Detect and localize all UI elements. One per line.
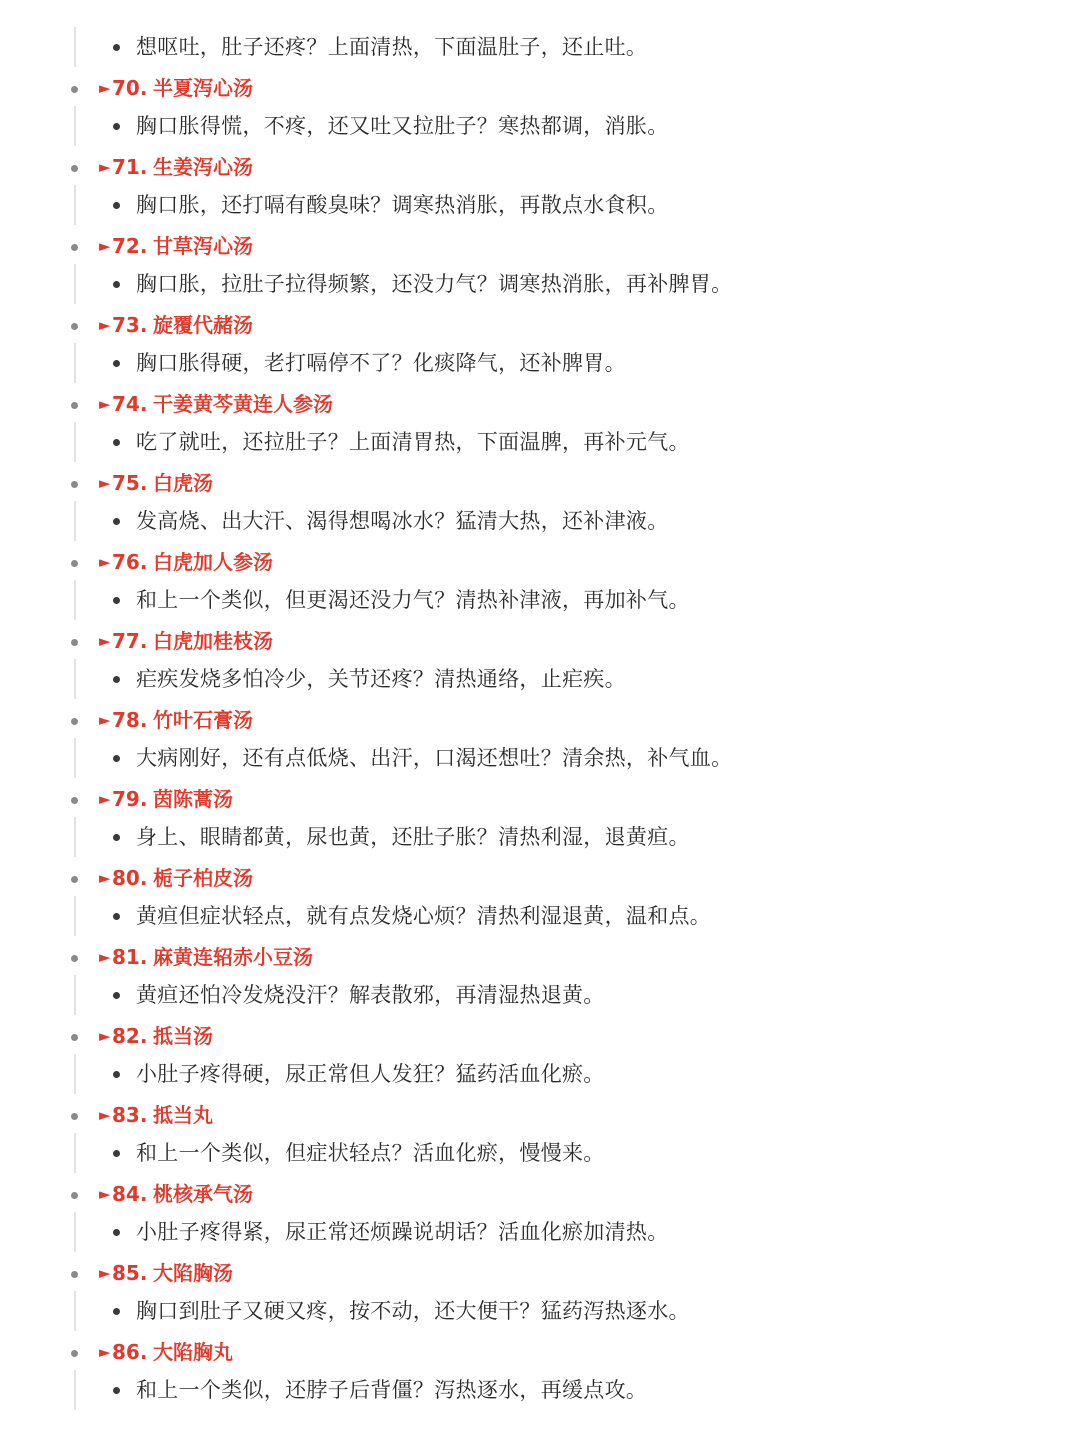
bullet-icon bbox=[71, 481, 78, 488]
formula-number: 83. bbox=[112, 1103, 148, 1127]
formula-name: 抵当丸 bbox=[153, 1103, 213, 1127]
triangle-marker-icon: ► bbox=[99, 1343, 111, 1361]
bullet-icon bbox=[71, 86, 78, 93]
formula-heading bbox=[0, 699, 1080, 738]
formula-heading bbox=[0, 620, 1080, 659]
bullet-icon bbox=[113, 123, 120, 130]
formula-heading bbox=[0, 1015, 1080, 1054]
formula-name: 白虎汤 bbox=[153, 471, 213, 495]
triangle-marker-icon: ► bbox=[99, 79, 111, 97]
formula-number: 84. bbox=[112, 1182, 148, 1206]
bullet-icon bbox=[71, 955, 78, 962]
list-item bbox=[74, 580, 1080, 620]
bullet-icon bbox=[113, 281, 120, 288]
list-item bbox=[74, 501, 1080, 541]
formula-description: 发高烧、出大汗、渴得想喝冰水？猛清大热，还补津液。 bbox=[136, 509, 669, 533]
triangle-marker-icon: ► bbox=[99, 316, 111, 334]
bullet-icon bbox=[113, 597, 120, 604]
formula-number: 76. bbox=[112, 550, 148, 574]
list-item bbox=[74, 659, 1080, 699]
formula-number: 72. bbox=[112, 234, 148, 258]
bullet-icon bbox=[71, 1271, 78, 1278]
bullet-icon bbox=[113, 1387, 120, 1394]
formula-heading bbox=[0, 1252, 1080, 1291]
formula-heading bbox=[0, 1094, 1080, 1133]
formula-number: 82. bbox=[112, 1024, 148, 1048]
bullet-icon bbox=[113, 439, 120, 446]
formula-description: 大病刚好，还有点低烧、出汗，口渴还想吐？清余热，补气血。 bbox=[136, 746, 733, 770]
list-item bbox=[74, 1133, 1080, 1173]
bullet-icon bbox=[113, 202, 120, 209]
formula-name: 茵陈蒿汤 bbox=[153, 787, 233, 811]
list-item bbox=[74, 975, 1080, 1015]
formula-description: 胸口胀，还打嗝有酸臭味？调寒热消胀，再散点水食积。 bbox=[136, 193, 669, 217]
bullet-icon bbox=[113, 755, 120, 762]
formula-heading bbox=[0, 936, 1080, 975]
formula-description: 胸口胀得硬，老打嗝停不了？化痰降气，还补脾胃。 bbox=[136, 351, 626, 375]
formula-description: 疟疾发烧多怕冷少，关节还疼？清热通络，止疟疾。 bbox=[136, 667, 626, 691]
formula-heading bbox=[0, 1173, 1080, 1212]
formula-number: 75. bbox=[112, 471, 148, 495]
formula-heading bbox=[0, 1331, 1080, 1370]
formula-heading bbox=[0, 304, 1080, 343]
bullet-icon bbox=[71, 639, 78, 646]
formula-name: 桃核承气汤 bbox=[153, 1182, 253, 1206]
triangle-marker-icon: ► bbox=[99, 553, 111, 571]
formula-number: 70. bbox=[112, 76, 148, 100]
bullet-icon bbox=[71, 1034, 78, 1041]
triangle-marker-icon: ► bbox=[99, 1106, 111, 1124]
bullet-icon bbox=[113, 518, 120, 525]
bullet-icon bbox=[71, 797, 78, 804]
formula-number: 85. bbox=[112, 1261, 148, 1285]
formula-description: 黄疸还怕冷发烧没汗？解表散邪，再清湿热退黄。 bbox=[136, 983, 605, 1007]
list-item bbox=[74, 422, 1080, 462]
formula-name: 白虎加人参汤 bbox=[153, 550, 273, 574]
formula-description: 想呕吐，肚子还疼？上面清热，下面温肚子，还止吐。 bbox=[136, 35, 648, 59]
list-item bbox=[74, 1054, 1080, 1094]
formula-name: 干姜黄芩黄连人参汤 bbox=[153, 392, 333, 416]
bullet-icon bbox=[71, 1350, 78, 1357]
list-item bbox=[74, 343, 1080, 383]
formula-heading bbox=[0, 67, 1080, 106]
formula-list bbox=[0, 27, 1080, 1410]
formula-number: 77. bbox=[112, 629, 148, 653]
list-item bbox=[74, 1291, 1080, 1331]
triangle-marker-icon: ► bbox=[99, 869, 111, 887]
triangle-marker-icon: ► bbox=[99, 790, 111, 808]
formula-number: 86. bbox=[112, 1340, 148, 1364]
formula-heading bbox=[0, 146, 1080, 185]
bullet-icon bbox=[113, 1229, 120, 1236]
triangle-marker-icon: ► bbox=[99, 1185, 111, 1203]
formula-name: 大陷胸汤 bbox=[153, 1261, 233, 1285]
formula-description: 小肚子疼得紧，尿正常还烦躁说胡话？活血化瘀加清热。 bbox=[136, 1220, 669, 1244]
formula-heading bbox=[0, 541, 1080, 580]
formula-description: 和上一个类似，还脖子后背僵？泻热逐水，再缓点攻。 bbox=[136, 1378, 648, 1402]
bullet-icon bbox=[71, 165, 78, 172]
bullet-icon bbox=[113, 992, 120, 999]
formula-number: 73. bbox=[112, 313, 148, 337]
formula-description: 黄疸但症状轻点，就有点发烧心烦？清热利湿退黄，温和点。 bbox=[136, 904, 712, 928]
formula-name: 麻黄连轺赤小豆汤 bbox=[153, 945, 313, 969]
formula-heading bbox=[0, 383, 1080, 422]
bullet-icon bbox=[71, 1192, 78, 1199]
bullet-icon bbox=[113, 834, 120, 841]
bullet-icon bbox=[71, 718, 78, 725]
bullet-icon bbox=[113, 1308, 120, 1315]
formula-number: 71. bbox=[112, 155, 148, 179]
formula-name: 生姜泻心汤 bbox=[153, 155, 253, 179]
bullet-icon bbox=[71, 560, 78, 567]
formula-name: 栀子柏皮汤 bbox=[153, 866, 253, 890]
formula-description: 胸口胀得慌，不疼，还又吐又拉肚子？寒热都调，消胀。 bbox=[136, 114, 669, 138]
bullet-icon bbox=[71, 402, 78, 409]
bullet-icon bbox=[71, 244, 78, 251]
bullet-icon bbox=[113, 676, 120, 683]
list-item bbox=[74, 896, 1080, 936]
formula-name: 竹叶石膏汤 bbox=[153, 708, 253, 732]
bullet-icon bbox=[113, 360, 120, 367]
formula-name: 甘草泻心汤 bbox=[153, 234, 253, 258]
list-item bbox=[74, 1212, 1080, 1252]
triangle-marker-icon: ► bbox=[99, 237, 111, 255]
formula-description: 小肚子疼得硬，尿正常但人发狂？猛药活血化瘀。 bbox=[136, 1062, 605, 1086]
formula-description: 和上一个类似，但症状轻点？活血化瘀，慢慢来。 bbox=[136, 1141, 605, 1165]
formula-number: 78. bbox=[112, 708, 148, 732]
formula-number: 79. bbox=[112, 787, 148, 811]
triangle-marker-icon: ► bbox=[99, 158, 111, 176]
bullet-icon bbox=[113, 913, 120, 920]
triangle-marker-icon: ► bbox=[99, 632, 111, 650]
triangle-marker-icon: ► bbox=[99, 711, 111, 729]
formula-name: 半夏泻心汤 bbox=[153, 76, 253, 100]
list-item bbox=[74, 1370, 1080, 1410]
bullet-icon bbox=[113, 1150, 120, 1157]
formula-description: 胸口到肚子又硬又疼，按不动，还大便干？猛药泻热逐水。 bbox=[136, 1299, 690, 1323]
triangle-marker-icon: ► bbox=[99, 474, 111, 492]
formula-heading bbox=[0, 462, 1080, 501]
bullet-icon bbox=[113, 1071, 120, 1078]
formula-number: 74. bbox=[112, 392, 148, 416]
triangle-marker-icon: ► bbox=[99, 1264, 111, 1282]
formula-number: 80. bbox=[112, 866, 148, 890]
triangle-marker-icon: ► bbox=[99, 1027, 111, 1045]
list-item bbox=[74, 106, 1080, 146]
list-item bbox=[74, 27, 1080, 67]
bullet-icon bbox=[71, 1113, 78, 1120]
formula-number: 81. bbox=[112, 945, 148, 969]
list-item bbox=[74, 185, 1080, 225]
list-item bbox=[74, 817, 1080, 857]
bullet-icon bbox=[71, 323, 78, 330]
list-item bbox=[74, 264, 1080, 304]
triangle-marker-icon: ► bbox=[99, 395, 111, 413]
formula-description: 吃了就吐，还拉肚子？上面清胃热，下面温脾，再补元气。 bbox=[136, 430, 690, 454]
bullet-icon bbox=[113, 44, 120, 51]
list-item bbox=[74, 738, 1080, 778]
triangle-marker-icon: ► bbox=[99, 948, 111, 966]
formula-description: 胸口胀，拉肚子拉得频繁，还没力气？调寒热消胀，再补脾胃。 bbox=[136, 272, 733, 296]
formula-name: 大陷胸丸 bbox=[153, 1340, 233, 1364]
formula-name: 白虎加桂枝汤 bbox=[153, 629, 273, 653]
formula-heading bbox=[0, 778, 1080, 817]
formula-description: 身上、眼睛都黄，尿也黄，还肚子胀？清热利湿，退黄疸。 bbox=[136, 825, 690, 849]
formula-heading bbox=[0, 225, 1080, 264]
formula-name: 抵当汤 bbox=[153, 1024, 213, 1048]
formula-heading bbox=[0, 857, 1080, 896]
bullet-icon bbox=[71, 876, 78, 883]
formula-name: 旋覆代赭汤 bbox=[153, 313, 253, 337]
formula-description: 和上一个类似，但更渴还没力气？清热补津液，再加补气。 bbox=[136, 588, 690, 612]
